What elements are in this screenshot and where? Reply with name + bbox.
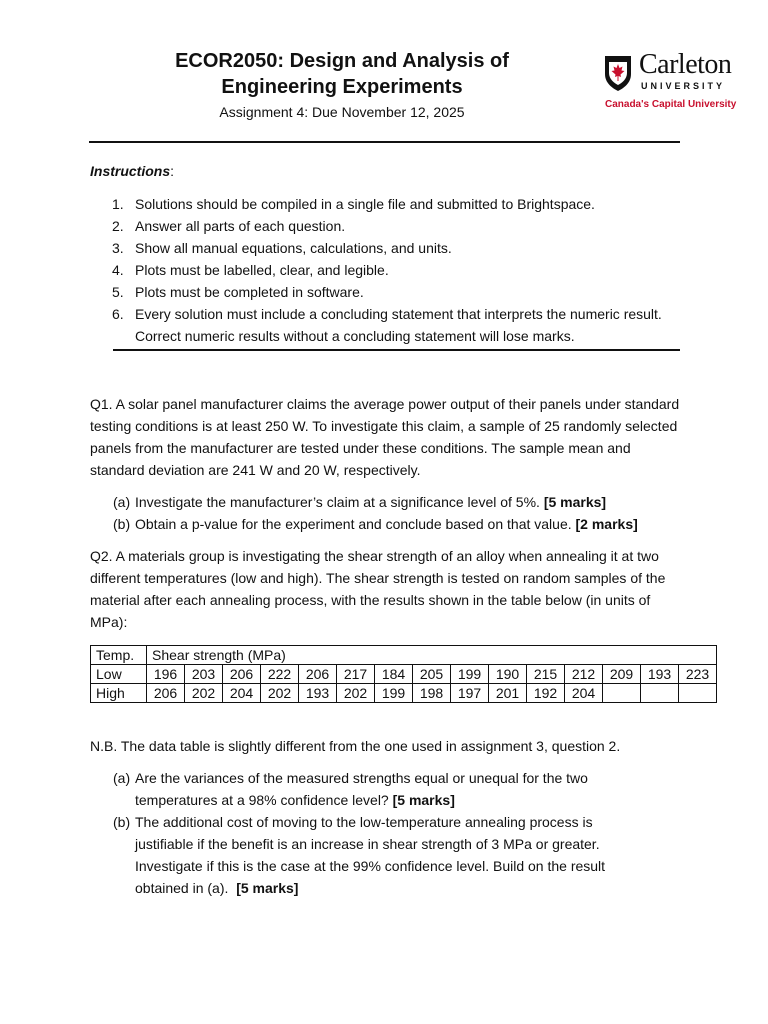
table-cell: 197 [451, 684, 489, 703]
part-label: (b) [113, 516, 131, 532]
table-cell: 215 [527, 665, 565, 684]
part-label: (b) [113, 814, 131, 830]
table-cell: 199 [375, 684, 413, 703]
part-body: Are the variances of the measured strengths equal or unequal for the two temperatures at a 98% confidence level? [135, 770, 588, 808]
course-title-line-2: Engineering Experiments [221, 76, 463, 98]
carleton-logo [603, 49, 748, 114]
table-cell: 212 [565, 665, 603, 684]
instructions-list [90, 193, 670, 347]
table-row [91, 665, 717, 684]
instructions-heading [90, 163, 174, 179]
table-cell: 209 [603, 665, 641, 684]
table-cell [679, 684, 717, 703]
question-2-note: N.B. The data table is slightly different from the one used in assignment 3, question 2. [90, 738, 621, 754]
table-cell: 206 [147, 684, 185, 703]
list-item [90, 215, 670, 237]
table-cell: 203 [185, 665, 223, 684]
part-marks: [5 marks] [392, 792, 455, 808]
table-cell: 193 [299, 684, 337, 703]
table-cell: 206 [223, 665, 261, 684]
part-text [135, 491, 678, 513]
course-title-line-1: ECOR2050: Design and Analysis of [175, 50, 509, 72]
logo-tagline: Canada's Capital University [605, 99, 737, 110]
part-marks: [5 marks] [543, 494, 607, 510]
table-cell: 198 [413, 684, 451, 703]
table-cell: 193 [641, 665, 679, 684]
list-item [90, 281, 670, 303]
list-item [90, 303, 670, 347]
question-1-text: Q1. A solar panel manufacturer claims the average power output of their panels under standard testing conditions is at least 250 W. To investigate this claim, a sample of 25 randomly selected panels from the manufacturer are tested under these conditions. The sample mean and standard deviation are 241 W and 20 W, respectively. [90, 396, 680, 478]
part-text [135, 767, 620, 811]
part-body: Obtain a p-value for the experiment and conclude based on that value. [135, 516, 572, 532]
list-item-text: Answer all parts of each question. [135, 218, 346, 234]
table-cell: 205 [413, 665, 451, 684]
table-cell: 184 [375, 665, 413, 684]
list-item-number: 1. [112, 196, 124, 212]
title-block [112, 48, 572, 122]
table-cell: 222 [261, 665, 299, 684]
list-item-number: 5. [112, 284, 124, 300]
list-item-text: Plots must be completed in software. [135, 284, 364, 300]
table-header-temp: Temp. [91, 646, 147, 665]
logo-university: UNIVERSITY [641, 81, 726, 91]
table-cell: 190 [489, 665, 527, 684]
table-cell: 204 [565, 684, 603, 703]
list-item [90, 193, 670, 215]
question-2-part-a [113, 767, 678, 811]
question-1-part-a [113, 491, 678, 513]
list-item-number: 3. [112, 240, 124, 256]
table-cell: 202 [185, 684, 223, 703]
table-cell: 196 [147, 665, 185, 684]
table-cell: 202 [261, 684, 299, 703]
part-text [135, 513, 678, 535]
list-item-text: Every solution must include a concluding statement that interprets the numeric result. Correct numeric results without a concluding statement will lose marks. [135, 306, 662, 344]
part-marks: [5 marks] [236, 880, 299, 896]
part-label: (a) [113, 770, 131, 786]
part-text [135, 811, 635, 899]
table-cell: 199 [451, 665, 489, 684]
question-2-text: Q2. A materials group is investigating the shear strength of an alloy when annealing it at two different temperatures (low and high). The shear strength is tested on random samples of the material after each annealing process, with the results shown in the table below (in units of MPa): [90, 548, 666, 630]
question-2-part-b [113, 811, 678, 899]
document-header [0, 0, 768, 150]
table-cell: 217 [337, 665, 375, 684]
table-cell: 223 [679, 665, 717, 684]
table-cell: 204 [223, 684, 261, 703]
table-cell: 192 [527, 684, 565, 703]
instructions-heading-colon: : [170, 163, 175, 179]
table-header-strength: Shear strength (MPa) [147, 646, 717, 665]
table-cell [641, 684, 679, 703]
row-label-low: Low [91, 665, 147, 684]
table-header-row [91, 646, 717, 665]
part-marks: [2 marks] [575, 516, 638, 532]
table-cell: 206 [299, 665, 337, 684]
table-cell [603, 684, 641, 703]
shear-strength-table [90, 645, 717, 703]
list-item-text: Solutions should be compiled in a single file and submitted to Brightspace. [135, 196, 595, 212]
logo-wordmark: Carleton [639, 49, 732, 80]
list-item-text: Plots must be labelled, clear, and legible. [135, 262, 389, 278]
table-cell: 202 [337, 684, 375, 703]
part-label: (a) [113, 494, 131, 510]
part-body: Investigate the manufacturer’s claim at a significance level of 5%. [135, 494, 540, 510]
table-row [91, 684, 717, 703]
instructions-heading-text: Instructions [90, 163, 171, 179]
shield-icon [603, 54, 633, 92]
table-cell: 201 [489, 684, 527, 703]
list-item-text: Show all manual equations, calculations, and units. [135, 240, 452, 256]
list-item-number: 4. [112, 262, 124, 278]
part-body: The additional cost of moving to the low-temperature annealing process is justifiable if the benefit is an increase in shear strength of 3 MPa or greater. Investigate if this is the case at the 99% confidence level. Build on the result obtained in (a). [135, 814, 606, 896]
header-divider [89, 141, 680, 143]
assignment-subtitle: Assignment 4: Due November 12, 2025 [219, 104, 465, 120]
list-item-number: 6. [112, 306, 124, 322]
question-1-part-b [113, 513, 678, 535]
list-item [90, 259, 670, 281]
list-item-number: 2. [112, 218, 124, 234]
list-item [90, 237, 670, 259]
row-label-high: High [91, 684, 147, 703]
instructions-divider [113, 349, 680, 351]
